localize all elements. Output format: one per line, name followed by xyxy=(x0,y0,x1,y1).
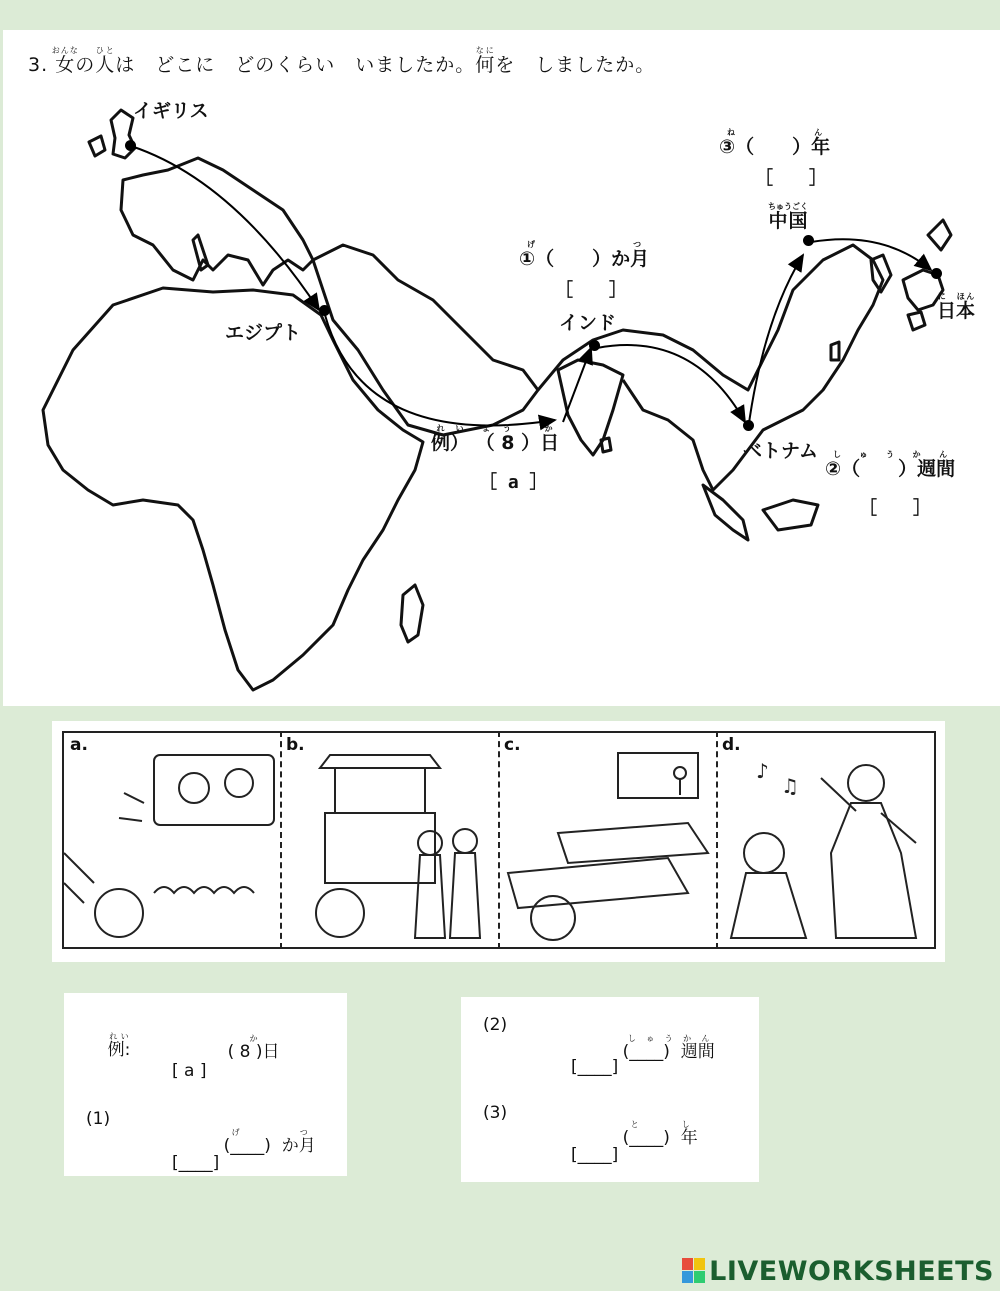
item-1-bracket[interactable]: [____] xyxy=(172,1153,220,1173)
scene-a-movie-theater-illustration xyxy=(64,733,282,947)
example-label xyxy=(86,1013,130,1080)
svg-text:♫: ♫ xyxy=(781,774,799,798)
map-panel xyxy=(3,30,1000,706)
scene-c-classroom-illustration xyxy=(498,733,716,947)
map-question-3-bracket: ［ ］ xyxy=(755,168,827,189)
item-3-value-text: (____) 年 xyxy=(622,1127,698,1148)
scene-c-label: c. xyxy=(504,735,521,755)
item-2-ruby: しゅうかん xyxy=(622,1033,715,1043)
map-question-1-bracket: ［ ］ xyxy=(555,280,627,301)
map-question-2-text: ②（ ）週間 xyxy=(825,458,956,480)
nihon-text: 日本 xyxy=(937,300,976,322)
scene-b-temple-illustration xyxy=(280,733,498,947)
city-label-chugoku xyxy=(768,202,808,233)
example-value xyxy=(206,1015,280,1082)
example-label-ruby: れい xyxy=(107,1031,131,1041)
item-3-bracket[interactable]: [____] xyxy=(571,1145,619,1165)
city-dot-betonamu xyxy=(743,420,754,431)
liveworksheets-logo[interactable] xyxy=(681,1254,994,1288)
onna-ruby: おんな xyxy=(51,46,79,55)
nani-text: 何 xyxy=(475,54,496,76)
map-question-3-text: ③（ ）年 xyxy=(719,136,831,158)
map-question-2 xyxy=(825,450,955,481)
question-number: 3. xyxy=(28,54,49,76)
map-example-value-ruby: よう か xyxy=(475,424,560,433)
example-bracket: [ a ] xyxy=(172,1061,207,1081)
onna-text: 女 xyxy=(51,54,79,76)
city-dot-nihon xyxy=(931,268,942,279)
map-question-1-ruby: げつ xyxy=(519,240,650,249)
map-question-3 xyxy=(719,128,830,159)
map-example xyxy=(431,424,559,455)
map-question-1 xyxy=(519,240,649,271)
item-3-label: (3) xyxy=(483,1103,508,1123)
liveworksheets-logo-icon xyxy=(681,1257,707,1285)
scene-d-label: d. xyxy=(722,735,741,755)
example-value-ruby: か xyxy=(227,1033,280,1043)
chugoku-text: 中国 xyxy=(768,210,808,232)
svg-text:♪: ♪ xyxy=(756,759,769,783)
logo-text: LIVEWORKSHEETS xyxy=(709,1255,994,1287)
question-heading xyxy=(28,46,655,77)
scene-a-label: a. xyxy=(70,735,88,755)
item-2-bracket[interactable]: [____] xyxy=(571,1057,619,1077)
map-question-2-bracket: ［ ］ xyxy=(859,498,931,519)
map-question-1-text: ①（ ）か月 xyxy=(519,248,650,270)
question-rest-1: は どこに どのくらい いましたか。 xyxy=(115,54,476,76)
map-example-label: 例） xyxy=(431,432,470,454)
item-1-value-text: (____) か月 xyxy=(223,1135,316,1156)
scene-a[interactable] xyxy=(62,731,282,949)
hito-text: 人 xyxy=(95,54,116,76)
item-2-value-text: (____) 週間 xyxy=(622,1041,715,1062)
map-example-label-ruby: れい xyxy=(431,424,470,433)
item-1-label: (1) xyxy=(86,1109,111,1129)
city-dot-indo xyxy=(589,340,600,351)
example-label-text: 例: xyxy=(107,1039,131,1060)
scene-b-label: b. xyxy=(286,735,305,755)
city-dot-chugoku xyxy=(803,235,814,246)
scene-strip xyxy=(52,721,945,962)
map-question-2-ruby: しゅうかん xyxy=(825,450,956,459)
map-example-bracket: ［ a ］ xyxy=(479,472,548,493)
world-map xyxy=(3,30,1000,706)
nani-ruby: なに xyxy=(475,46,496,55)
city-label-betonamu: ベトナム xyxy=(743,440,819,462)
city-label-nihon xyxy=(937,292,975,323)
map-question-3-ruby: ねん xyxy=(719,128,831,137)
city-dot-igirisu xyxy=(125,140,136,151)
scene-d[interactable] xyxy=(716,731,936,949)
scene-c[interactable] xyxy=(498,731,718,949)
hito-ruby: ひと xyxy=(95,46,116,55)
item-1-ruby: げつ xyxy=(223,1127,316,1137)
city-label-igirisu: イギリス xyxy=(133,100,209,122)
nihon-ruby: に ほん xyxy=(937,292,976,301)
item-2-label: (2) xyxy=(483,1015,508,1035)
answer-card-left xyxy=(64,993,347,1176)
city-label-ejiputo: エジプト xyxy=(225,322,302,344)
city-label-indo: インド xyxy=(559,312,617,334)
item-3-ruby: とし xyxy=(622,1119,698,1129)
example-value-text: ( 8 )日 xyxy=(227,1041,280,1062)
answer-card-right xyxy=(461,997,759,1182)
question-rest-2: を しましたか。 xyxy=(495,54,656,76)
map-example-value: （ 8 ）日 xyxy=(475,432,560,454)
no-text: の xyxy=(75,54,96,76)
city-dot-ejiputo xyxy=(319,305,330,316)
scene-b[interactable] xyxy=(280,731,500,949)
scene-d-dance-illustration xyxy=(716,733,934,947)
chugoku-ruby: ちゅうごく xyxy=(768,202,808,211)
